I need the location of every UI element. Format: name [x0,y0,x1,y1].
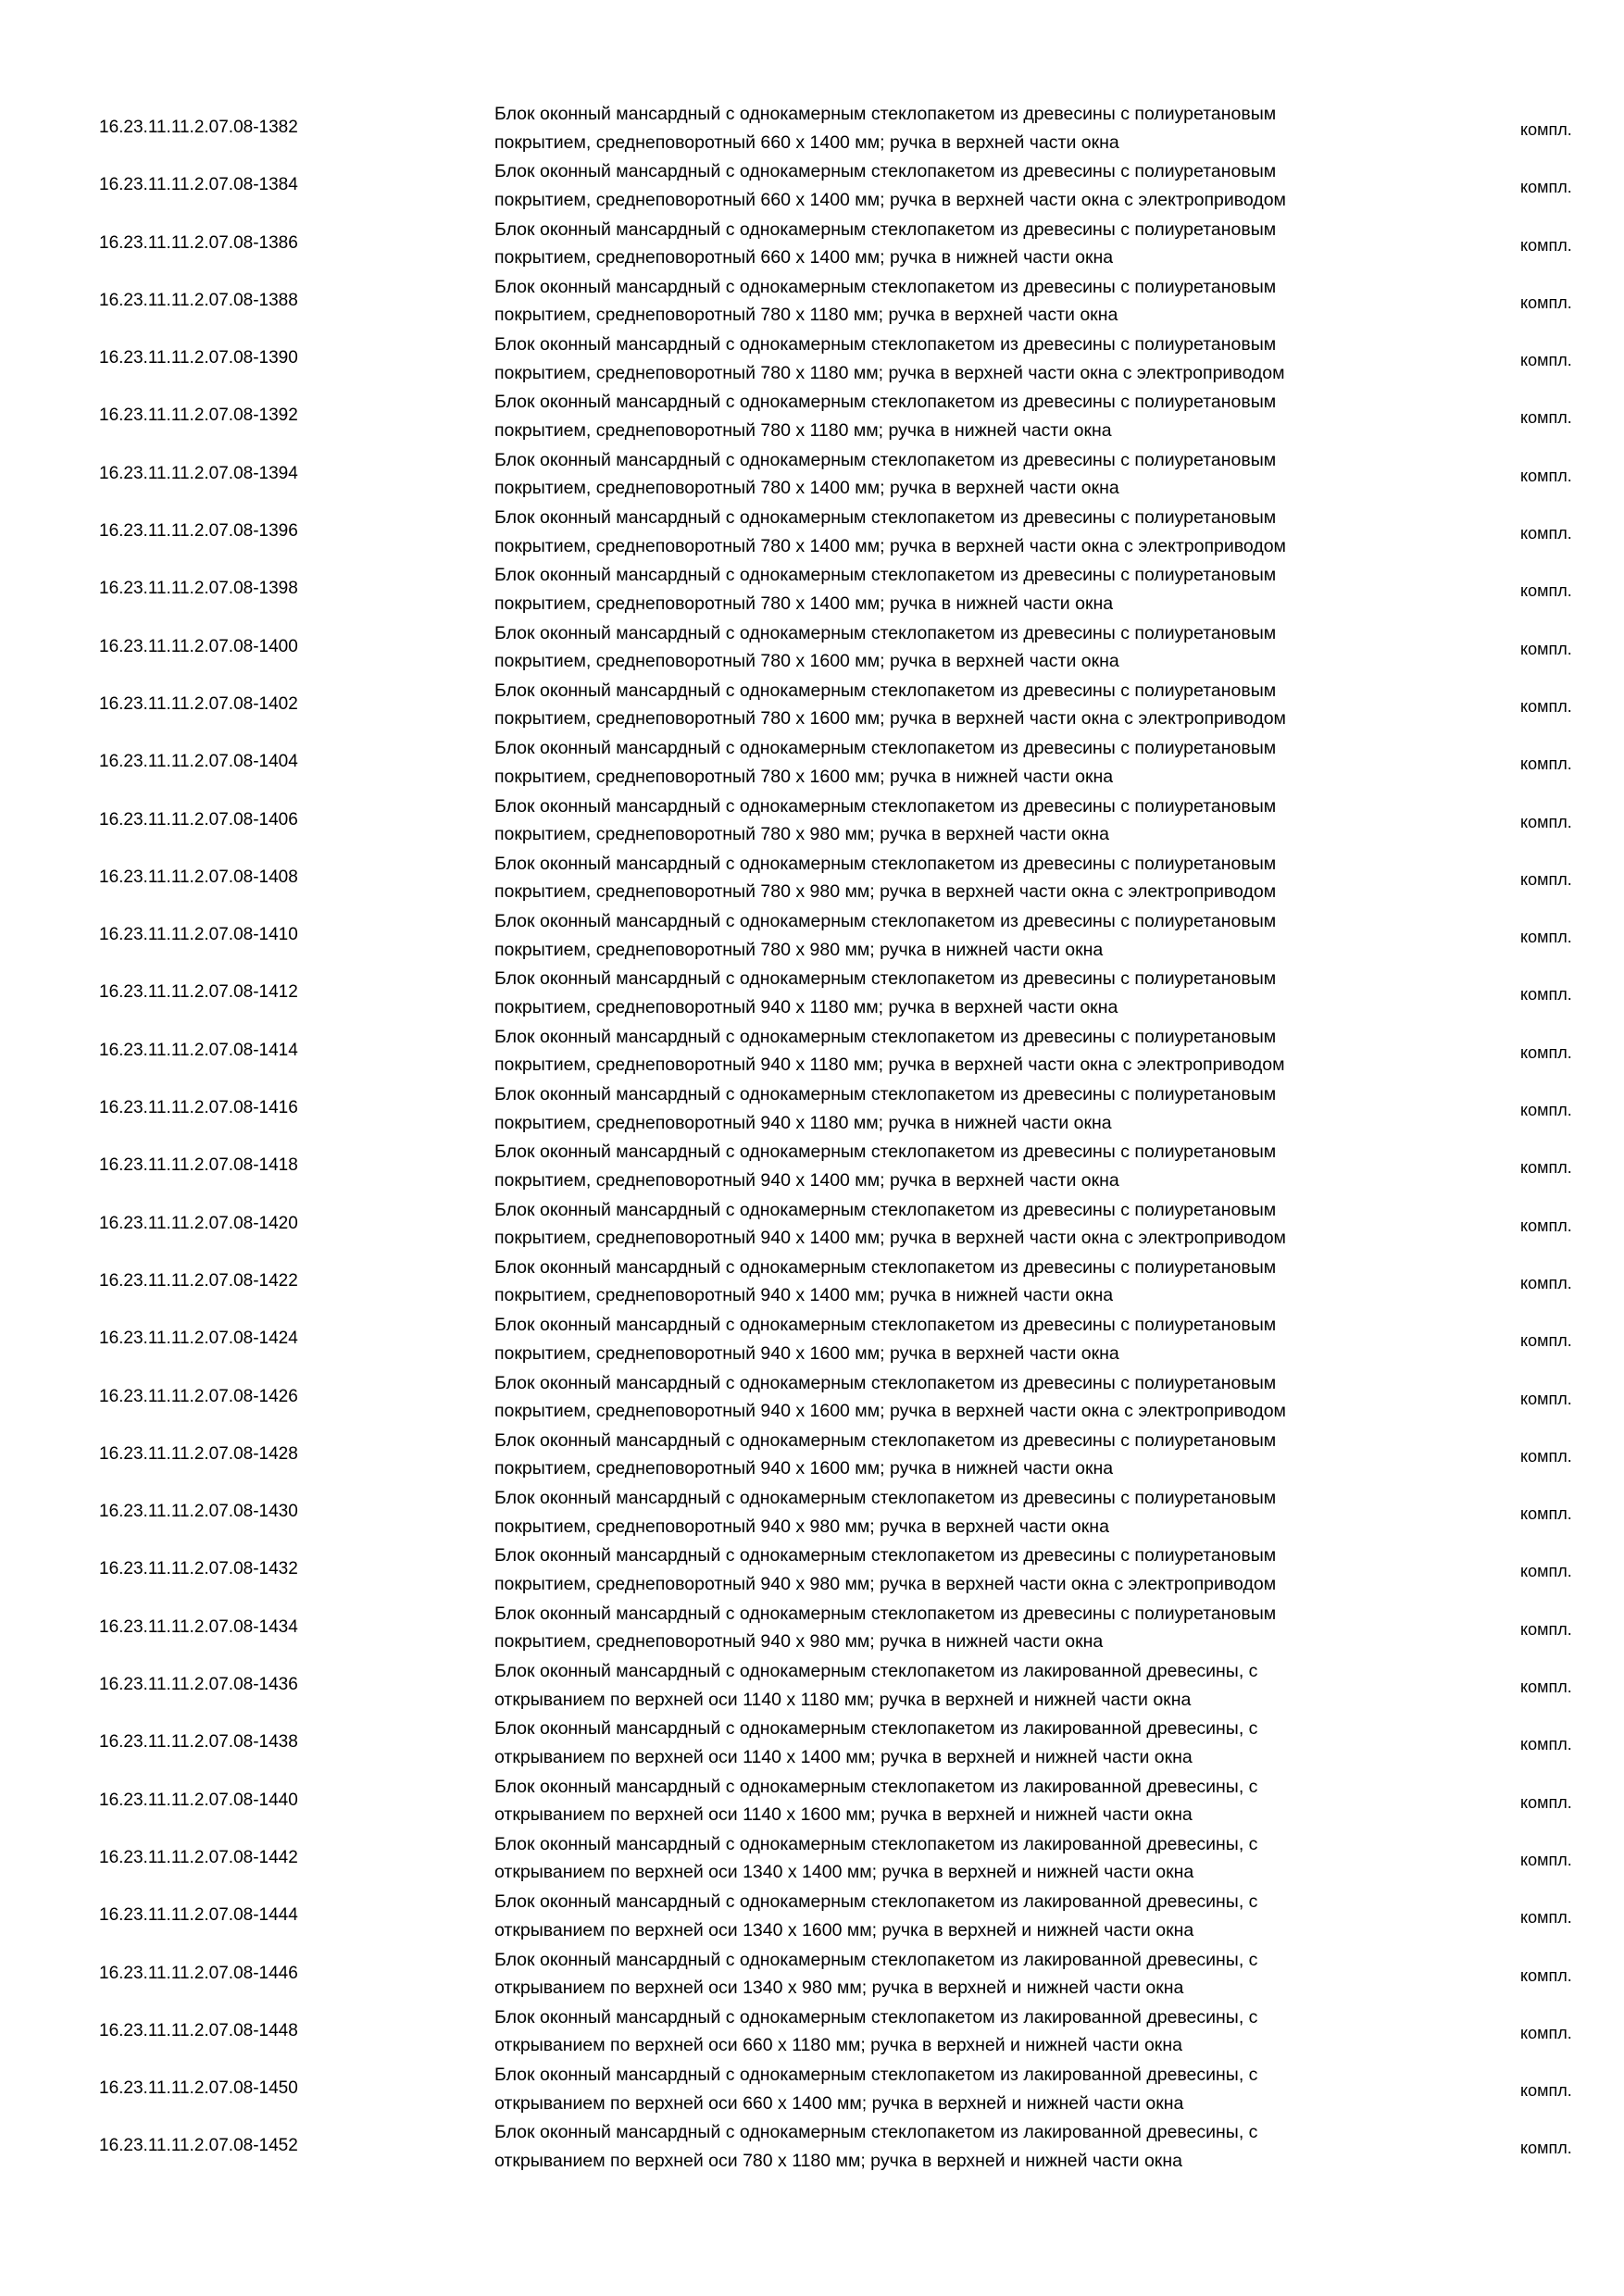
description-line: Блок оконный мансардный с однокамерным стеклопакетом из древесины с полиуретановым [494,738,1277,759]
item-code: 16.23.11.11.2.07.08-1444 [99,1905,298,1926]
description-line: Блок оконный мансардный с однокамерным стеклопакетом из древесины с полиуретановым [494,1315,1277,1336]
description-line: открыванием по верхней оси 660 х 1400 мм; ручка в верхней и нижней части окна [494,2092,1184,2114]
description-line: покрытием, среднеповоротный 940 х 980 мм; ручка в верхней части окна с электроприводом [494,1573,1277,1594]
item-code: 16.23.11.11.2.07.08-1418 [99,1155,298,1176]
item-description [494,1196,1420,1253]
item-code: 16.23.11.11.2.07.08-1438 [99,1732,298,1753]
description-line: покрытием, среднеповоротный 780 х 1400 мм; ручка в верхней части окна с электроприводом [494,535,1286,556]
description-line: покрытием, среднеповоротный 780 х 1400 мм; ручка в верхней части окна [494,478,1119,499]
item-code: 16.23.11.11.2.07.08-1398 [99,579,298,599]
table-row [0,1484,1624,1541]
item-description [494,965,1420,1021]
item-description [494,446,1420,503]
item-unit: компл. [1520,466,1572,485]
table-row [0,2118,1624,2176]
item-description [494,1138,1420,1194]
item-description [494,1254,1420,1310]
item-description [494,1830,1420,1887]
item-code: 16.23.11.11.2.07.08-1448 [99,2020,298,2040]
item-code: 16.23.11.11.2.07.08-1422 [99,1270,298,1291]
item-unit: компл. [1520,812,1572,831]
description-line: покрытием, среднеповоротный 940 х 1400 мм; ручка в нижней части окна [494,1285,1114,1306]
item-code: 16.23.11.11.2.07.08-1386 [99,232,298,253]
item-unit: компл. [1520,2081,1572,2101]
item-description [494,504,1420,560]
item-code: 16.23.11.11.2.07.08-1384 [99,175,298,195]
item-description [494,1773,1420,1829]
item-description [494,734,1420,791]
description-line: Блок оконный мансардный с однокамерным стеклопакетом из древесины с полиуретановым [494,795,1277,817]
item-unit: компл. [1520,1678,1572,1697]
item-description [494,1657,1420,1714]
description-line: покрытием, среднеповоротный 780 х 980 мм; ручка в верхней части окна с электроприводом [494,881,1277,903]
description-line: открыванием по верхней оси 1140 х 1180 мм; ручка в верхней и нижней части окна [494,1689,1192,1710]
description-line: Блок оконный мансардный с однокамерным стеклопакетом из лакированной древесины, с [494,1949,1258,1970]
description-line: Блок оконный мансардный с однокамерным стеклопакетом из лакированной древесины, с [494,1833,1258,1854]
table-row [0,1946,1624,2003]
item-unit: компл. [1520,755,1572,774]
table-row [0,216,1624,273]
item-unit: компл. [1520,2023,1572,2042]
item-unit: компл. [1520,235,1572,255]
item-description [494,850,1420,906]
description-line: Блок оконный мансардный с однокамерным стеклопакетом из древесины с полиуретановым [494,392,1277,413]
description-line: открыванием по верхней оси 660 х 1180 мм; ручка в верхней и нижней части окна [494,2035,1182,2056]
item-description [494,1369,1420,1426]
item-code: 16.23.11.11.2.07.08-1402 [99,693,298,714]
description-line: Блок оконный мансардный с однокамерным стеклопакетом из древесины с полиуретановым [494,565,1277,586]
description-line: открыванием по верхней оси 1140 х 1400 мм; ручка в верхней и нижней части окна [494,1746,1193,1767]
item-description [494,2003,1420,2060]
item-unit: компл. [1520,639,1572,658]
table-row [0,1196,1624,1254]
table-row [0,1369,1624,1427]
table-row [0,850,1624,907]
table-row [0,157,1624,215]
item-code: 16.23.11.11.2.07.08-1388 [99,290,298,310]
item-code: 16.23.11.11.2.07.08-1420 [99,1213,298,1233]
description-line: покрытием, среднеповоротный 660 х 1400 мм; ручка в верхней части окна [494,131,1119,153]
description-line: Блок оконный мансардный с однокамерным стеклопакетом из древесины с полиуретановым [494,1372,1277,1393]
description-line: покрытием, среднеповоротный 940 х 1600 мм; ручка в верхней части окна [494,1342,1119,1364]
description-line: Блок оконный мансардный с однокамерным стеклопакетом из древесины с полиуретановым [494,1488,1277,1509]
description-line: Блок оконный мансардный с однокамерным стеклопакетом из лакированной древесины, с [494,2065,1258,2086]
item-unit: компл. [1520,1101,1572,1120]
table-row [0,1138,1624,1195]
item-unit: компл. [1520,1735,1572,1754]
item-description [494,792,1420,849]
table-row [0,1657,1624,1715]
item-code: 16.23.11.11.2.07.08-1424 [99,1329,298,1349]
item-description [494,1946,1420,2003]
description-line: открыванием по верхней оси 780 х 1180 мм; ручка в верхней и нижней части окна [494,2150,1182,2171]
item-unit: компл. [1520,408,1572,428]
description-line: Блок оконный мансардный с однокамерным стеклопакетом из древесины с полиуретановым [494,1256,1277,1278]
description-line: покрытием, среднеповоротный 780 х 1600 мм; ручка в нижней части окна [494,766,1114,787]
table-row [0,561,1624,618]
description-line: покрытием, среднеповоротный 660 х 1400 мм; ручка в нижней части окна [494,247,1114,268]
description-line: открыванием по верхней оси 1340 х 1600 мм; ручка в верхней и нижней части окна [494,1919,1194,1940]
description-line: Блок оконный мансардный с однокамерным стеклопакетом из древесины с полиуретановым [494,680,1277,701]
description-line: открыванием по верхней оси 1340 х 980 мм; ручка в верхней и нижней части окна [494,1978,1184,1998]
table-row [0,792,1624,850]
price-list-table [0,100,1624,2177]
item-unit: компл. [1520,120,1572,139]
description-line: Блок оконный мансардный с однокамерным стеклопакетом из древесины с полиуретановым [494,1026,1277,1047]
item-description [494,388,1420,444]
table-row [0,331,1624,388]
item-unit: компл. [1520,696,1572,716]
item-unit: компл. [1520,1389,1572,1408]
item-description [494,331,1420,387]
table-row [0,446,1624,504]
item-code: 16.23.11.11.2.07.08-1446 [99,1963,298,1983]
description-line: Блок оконный мансардный с однокамерным стеклопакетом из древесины с полиуретановым [494,507,1277,529]
item-description [494,1023,1420,1079]
item-code: 16.23.11.11.2.07.08-1382 [99,118,298,137]
item-description [494,619,1420,676]
description-line: покрытием, среднеповоротный 780 х 1180 мм; ручка в верхней части окна [494,305,1118,326]
description-line: покрытием, среднеповоротный 940 х 980 мм; ручка в верхней части окна [494,1516,1109,1537]
description-line: Блок оконный мансардный с однокамерным стеклопакетом из лакированной древесины, с [494,1891,1258,1913]
table-row [0,1254,1624,1311]
item-unit: компл. [1520,985,1572,1004]
item-code: 16.23.11.11.2.07.08-1414 [99,1040,298,1060]
item-description [494,561,1420,618]
table-row [0,100,1624,157]
description-line: покрытием, среднеповоротный 940 х 980 мм; ручка в нижней части окна [494,1631,1104,1653]
description-line: Блок оконный мансардный с однокамерным стеклопакетом из древесины с полиуретановым [494,1084,1277,1105]
item-description [494,2118,1420,2175]
item-code: 16.23.11.11.2.07.08-1390 [99,348,298,368]
description-line: покрытием, среднеповоротный 940 х 1400 мм; ручка в верхней части окна с электроприводом [494,1228,1286,1249]
item-unit: компл. [1520,1908,1572,1928]
table-row [0,1311,1624,1368]
item-code: 16.23.11.11.2.07.08-1426 [99,1386,298,1406]
item-unit: компл. [1520,1792,1572,1812]
description-line: Блок оконный мансардный с однокамерным стеклопакетом из древесины с полиуретановым [494,218,1277,240]
description-line: Блок оконный мансардный с однокамерным стеклопакетом из древесины с полиуретановым [494,449,1277,470]
description-line: покрытием, среднеповоротный 780 х 1180 мм; ручка в верхней части окна с электроприводом [494,362,1285,383]
item-code: 16.23.11.11.2.07.08-1406 [99,809,298,830]
item-unit: компл. [1520,1850,1572,1869]
item-code: 16.23.11.11.2.07.08-1428 [99,1443,298,1464]
description-line: открыванием по верхней оси 1140 х 1600 мм; ручка в верхней и нижней части окна [494,1804,1193,1826]
item-description [494,216,1420,272]
item-code: 16.23.11.11.2.07.08-1452 [99,2136,298,2156]
description-line: покрытием, среднеповоротный 780 х 980 мм; ручка в нижней части окна [494,939,1104,960]
description-line: Блок оконный мансардный с однокамерным стеклопакетом из лакированной древесины, с [494,2006,1258,2028]
table-row [0,734,1624,792]
table-row [0,965,1624,1022]
item-description [494,1715,1420,1771]
description-line: покрытием, среднеповоротный 940 х 1600 мм; ручка в верхней части окна с электроприводом [494,1401,1286,1422]
item-description [494,2061,1420,2117]
item-description [494,1427,1420,1483]
item-code: 16.23.11.11.2.07.08-1408 [99,867,298,887]
table-row [0,619,1624,677]
description-line: покрытием, среднеповоротный 780 х 1180 мм; ручка в нижней части окна [494,419,1112,441]
table-row [0,2003,1624,2061]
item-code: 16.23.11.11.2.07.08-1392 [99,406,298,426]
item-unit: компл. [1520,1619,1572,1639]
description-line: Блок оконный мансардный с однокамерным стеклопакетом из древесины с полиуретановым [494,1142,1277,1163]
item-code: 16.23.11.11.2.07.08-1410 [99,925,298,945]
item-unit: компл. [1520,524,1572,543]
item-unit: компл. [1520,1562,1572,1581]
table-row [0,907,1624,965]
item-unit: компл. [1520,1331,1572,1351]
description-line: Блок оконный мансардный с однокамерным стеклопакетом из древесины с полиуретановым [494,622,1277,643]
table-row [0,1830,1624,1888]
item-code: 16.23.11.11.2.07.08-1416 [99,1098,298,1118]
table-row [0,1080,1624,1138]
item-unit: компл. [1520,293,1572,312]
description-line: Блок оконный мансардный с однокамерным стеклопакетом из древесины с полиуретановым [494,161,1277,182]
item-description [494,1080,1420,1137]
description-line: покрытием, среднеповоротный 940 х 1180 мм; ручка в нижней части окна [494,1112,1112,1133]
table-row [0,2061,1624,2118]
item-code: 16.23.11.11.2.07.08-1412 [99,982,298,1003]
description-line: покрытием, среднеповоротный 660 х 1400 мм; ручка в верхней части окна с электроприводом [494,189,1286,210]
description-line: покрытием, среднеповоротный 940 х 1180 мм; ручка в верхней части окна [494,996,1118,1017]
item-code: 16.23.11.11.2.07.08-1396 [99,521,298,542]
item-unit: компл. [1520,1273,1572,1292]
table-row [0,677,1624,734]
item-code: 16.23.11.11.2.07.08-1440 [99,1790,298,1810]
description-line: Блок оконный мансардный с однокамерным стеклопакетом из древесины с полиуретановым [494,968,1277,990]
item-code: 16.23.11.11.2.07.08-1404 [99,752,298,772]
item-unit: компл. [1520,351,1572,370]
item-unit: компл. [1520,1216,1572,1235]
item-code: 16.23.11.11.2.07.08-1432 [99,1559,298,1579]
item-unit: компл. [1520,869,1572,889]
table-row [0,1427,1624,1484]
item-code: 16.23.11.11.2.07.08-1430 [99,1502,298,1522]
description-line: Блок оконный мансардный с однокамерным стеклопакетом из древесины с полиуретановым [494,1429,1277,1451]
description-line: покрытием, среднеповоротный 780 х 980 мм; ручка в верхней части окна [494,824,1109,845]
item-description [494,1484,1420,1541]
table-row [0,1773,1624,1830]
item-code: 16.23.11.11.2.07.08-1394 [99,463,298,483]
item-description [494,1541,1420,1598]
item-unit: компл. [1520,2139,1572,2158]
item-description [494,1888,1420,1944]
description-line: покрытием, среднеповоротный 940 х 1400 мм; ручка в верхней части окна [494,1169,1119,1191]
table-row [0,1715,1624,1772]
table-row [0,1023,1624,1080]
description-line: Блок оконный мансардный с однокамерным стеклопакетом из древесины с полиуретановым [494,911,1277,932]
description-line: Блок оконный мансардный с однокамерным стеклопакетом из древесины с полиуретановым [494,1545,1277,1566]
description-line: Блок оконный мансардный с однокамерным стеклопакетом из древесины с полиуретановым [494,104,1277,124]
table-row [0,388,1624,445]
item-description [494,273,1420,330]
table-row [0,504,1624,561]
item-code: 16.23.11.11.2.07.08-1436 [99,1675,298,1695]
description-line: покрытием, среднеповоротный 940 х 1180 мм; ручка в верхней части окна с электроприводом [494,1054,1285,1076]
table-row [0,1541,1624,1599]
item-code: 16.23.11.11.2.07.08-1450 [99,2078,298,2099]
description-line: Блок оконный мансардный с однокамерным стеклопакетом из лакированной древесины, с [494,1718,1258,1740]
item-description [494,907,1420,964]
description-line: Блок оконный мансардный с однокамерным стеклопакетом из древесины с полиуретановым [494,334,1277,356]
description-line: покрытием, среднеповоротный 780 х 1400 мм; ручка в нижней части окна [494,593,1114,614]
item-code: 16.23.11.11.2.07.08-1434 [99,1616,298,1637]
item-unit: компл. [1520,928,1572,947]
description-line: Блок оконный мансардный с однокамерным стеклопакетом из древесины с полиуретановым [494,276,1277,297]
description-line: Блок оконный мансардный с однокамерным стеклопакетом из древесины с полиуретановым [494,853,1277,874]
item-unit: компл. [1520,1504,1572,1524]
description-line: покрытием, среднеповоротный 780 х 1600 мм; ручка в верхней части окна с электроприводом [494,708,1286,730]
description-line: покрытием, среднеповоротный 780 х 1600 мм; ручка в верхней части окна [494,651,1119,672]
description-line: Блок оконный мансардный с однокамерным стеклопакетом из лакированной древесины, с [494,1776,1258,1797]
item-unit: компл. [1520,1042,1572,1062]
item-description [494,1600,1420,1656]
description-line: Блок оконный мансардный с однокамерным стеклопакетом из древесины с полиуретановым [494,1199,1277,1220]
item-description [494,157,1420,214]
description-line: Блок оконный мансардный с однокамерным стеклопакетом из лакированной древесины, с [494,2122,1258,2143]
item-code: 16.23.11.11.2.07.08-1442 [99,1847,298,1867]
description-line: открыванием по верхней оси 1340 х 1400 мм; ручка в верхней и нижней части окна [494,1862,1194,1883]
item-description [494,1311,1420,1367]
item-unit: компл. [1520,1446,1572,1466]
description-line: Блок оконный мансардный с однокамерным стеклопакетом из древесины с полиуретановым [494,1603,1277,1624]
item-description [494,677,1420,733]
item-unit: компл. [1520,581,1572,601]
table-row [0,273,1624,331]
item-unit: компл. [1520,178,1572,197]
table-row [0,1888,1624,1945]
table-row [0,1600,1624,1657]
item-unit: компл. [1520,1965,1572,1985]
description-line: Блок оконный мансардный с однокамерным стеклопакетом из лакированной древесины, с [494,1661,1258,1682]
item-code: 16.23.11.11.2.07.08-1400 [99,636,298,656]
item-unit: компл. [1520,1158,1572,1178]
item-description [494,100,1420,156]
description-line: покрытием, среднеповоротный 940 х 1600 мм; ручка в нижней части окна [494,1458,1114,1479]
